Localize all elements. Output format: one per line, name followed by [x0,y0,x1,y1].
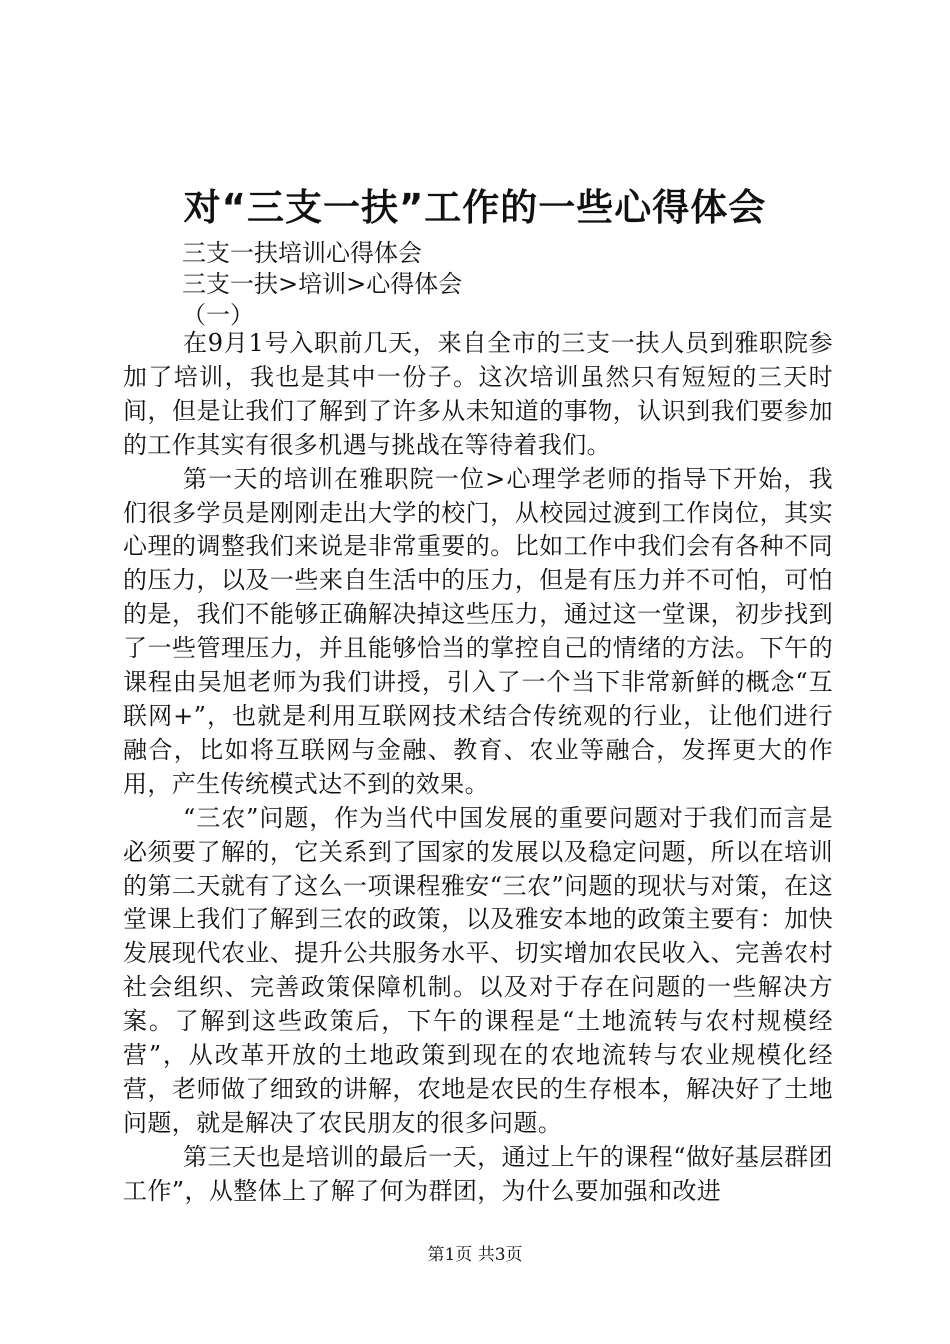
page-footer: 第1页 共3页 [427,1245,523,1265]
paragraph-2: 第一天的培训在雅职院一位>心理学老师的指导下开始，我们很多学员是刚刚走出大学的校门，从校园过渡到工作岗位，其实心理的调整我们来说是非常重要的。比如工作中我们会有各种不同的压力，以及一些来自生活中的压力，但是有压力并不可怕，可怕的是，我们不能够正确解决掉这些压力，通过这一堂课，初步找到了一些管理压力，并且能够恰当的掌控自己的情绪的方法。下午的课程由吴旭老师为我们讲授，引入了一个当下非常新鲜的概念“互联网+”，也就是利用互联网技术结合传统观的行业，让他们进行融合，比如将互联网与金融、教育、农业等融合，发挥更大的作用，产生传统模式达不到的效果。 [123,464,833,798]
document-title: 对“三支一扶”工作的一些心得体会 [183,186,767,229]
paragraph-4: 第三天也是培训的最后一天，通过上午的课程“做好基层群团工作”，从整体上了解了何为群团，为什么要加强和改进 [123,1142,833,1205]
section-label: （一） [182,301,254,329]
breadcrumb: 三支一扶>培训>心得体会 [182,270,463,298]
paragraph-1: 在9月1号入职前几天，来自全市的三支一扶人员到雅职院参加了培训，我也是其中一份子。这次培训虽然只有短短的三天时间，但是让我们了解到了许多从未知道的事物，认识到我们要参加的工作其实有很多机遇与挑战在等待着我们。 [123,329,833,459]
paragraph-3: “三农”问题，作为当代中国发展的重要问题对于我们而言是必须要了解的，它关系到了国家的发展以及稳定问题，所以在培训的第二天就有了这么一项课程雅安“三农”问题的现状与对策，在这堂课上我们了解到三农的政策，以及雅安本地的政策主要有：加快发展现代农业、提升公共服务水平、切实增加农民收入、完善农村社会组织、完善政策保障机制。以及对于存在问题的一些解决方案。了解到这些政策后，下午的课程是“土地流转与农村规模经营”，从改革开放的土地政策到现在的农地流转与农业规模化经营，老师做了细致的讲解，农地是农民的生存根本，解决好了土地问题，就是解决了农民朋友的很多问题。 [123,803,833,1137]
document-subtitle: 三支一扶培训心得体会 [182,239,422,267]
document-body [123,327,833,1209]
